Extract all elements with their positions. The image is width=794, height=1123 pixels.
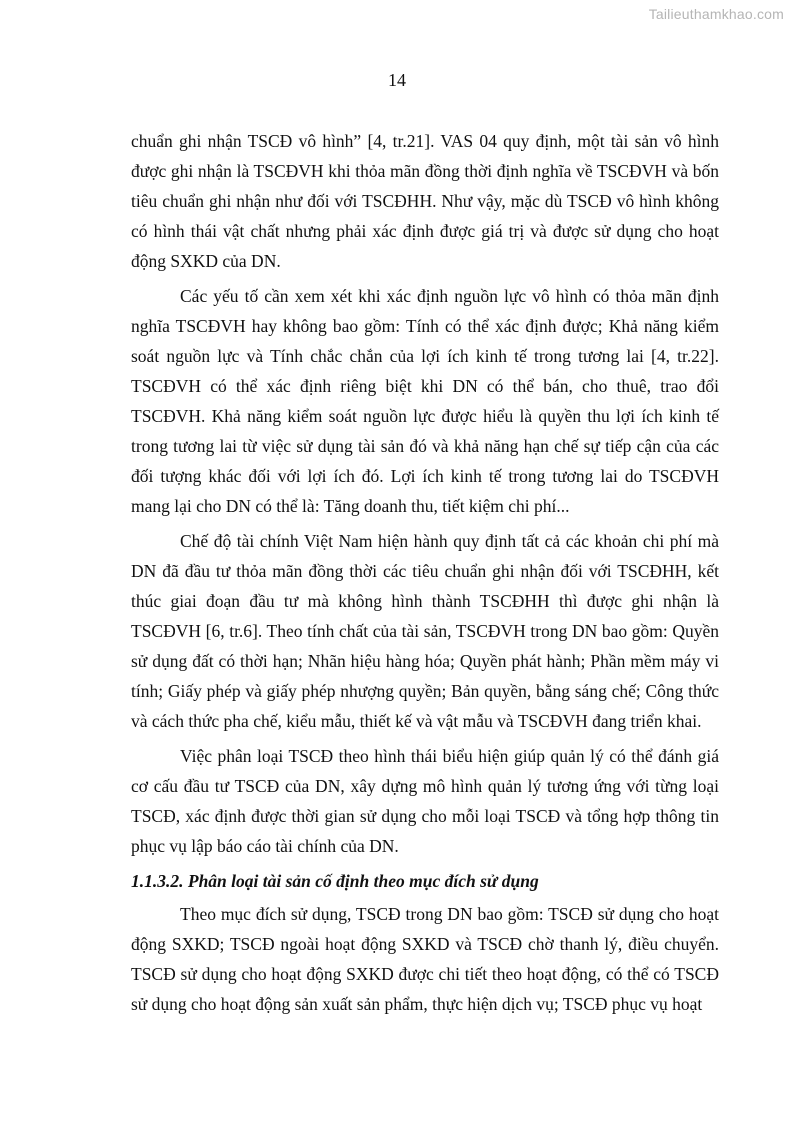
paragraph-financial-regime: Chế độ tài chính Việt Nam hiện hành quy định tất cả các khoản chi phí mà DN đã đầu tư thỏa mãn đồng thời các tiêu chuẩn ghi nhận đối với TSCĐHH, kết thúc giai đoạn đầu tư mà không hình thành TSCĐHH thì được ghi nhận là TSCĐVH [6, tr.6]. Theo tính chất của tài sản, TSCĐVH trong DN bao gồm: Quyền sử dụng đất có thời hạn; Nhãn hiệu hàng hóa; Quyền phát hành; Phần mềm máy vi tính; Giấy phép và giấy phép nhượng quyền; Bản quyền, bằng sáng chế; Công thức và cách thức pha chế, kiểu mẫu, thiết kế và vật mẫu và TSCĐVH đang triển khai. (131, 531, 719, 731)
page-number: 14 (388, 70, 406, 90)
paragraph-purpose-classification: Theo mục đích sử dụng, TSCĐ trong DN bao gồm: TSCĐ sử dụng cho hoạt động SXKD; TSCĐ ngoài hoạt động SXKD và TSCĐ chờ thanh lý, điều chuyển. TSCĐ sử dụng cho hoạt động SXKD được chi tiết theo hoạt động, có thể có TSCĐ sử dụng cho hoạt động sản xuất sản phẩm, thực hiện dịch vụ; TSCĐ phục vụ hoạt (131, 904, 719, 1014)
paragraph-classification-benefit: Việc phân loại TSCĐ theo hình thái biểu hiện giúp quản lý có thể đánh giá cơ cấu đầu tư TSCĐ của DN, xây dựng mô hình quản lý tương ứng với từng loại TSCĐ, xác định được thời gian sử dụng cho mỗi loại TSCĐ và tổng hợp thông tin phục vụ lập báo cáo tài chính của DN. (131, 746, 719, 856)
section-heading: 1.1.3.2. Phân loại tài sản cố định theo mục đích sử dụng (131, 871, 539, 891)
watermark-text: Tailieuthamkhao.com (648, 6, 784, 22)
document-body (131, 126, 719, 1024)
paragraph-identification-criteria: Các yếu tố cần xem xét khi xác định nguồn lực vô hình có thỏa mãn định nghĩa TSCĐVH hay không bao gồm: Tính có thể xác định được; Khả năng kiểm soát nguồn lực và Tính chắc chắn của lợi ích kinh tế trong tương lai [4, tr.22]. TSCĐVH có thể xác định riêng biệt khi DN có thể bán, cho thuê, trao đổi TSCĐVH. Khả năng kiểm soát nguồn lực được hiểu là quyền thu lợi ích kinh tế trong tương lai từ việc sử dụng tài sản đó và khả năng hạn chế sự tiếp cận của các đối tượng khác đối với lợi ích đó. Lợi ích kinh tế trong tương lai do TSCĐVH mang lại cho DN có thể là: Tăng doanh thu, tiết kiệm chi phí... (131, 286, 719, 516)
paragraph-continued: chuẩn ghi nhận TSCĐ vô hình” [4, tr.21]. VAS 04 quy định, một tài sản vô hình được ghi nhận là TSCĐVH khi thỏa mãn đồng thời định nghĩa về TSCĐVH và bốn tiêu chuẩn ghi nhận như đối với TSCĐHH. Như vậy, mặc dù TSCĐ vô hình không có hình thái vật chất nhưng phải xác định được giá trị và được sử dụng cho hoạt động SXKD của DN. (131, 131, 719, 271)
